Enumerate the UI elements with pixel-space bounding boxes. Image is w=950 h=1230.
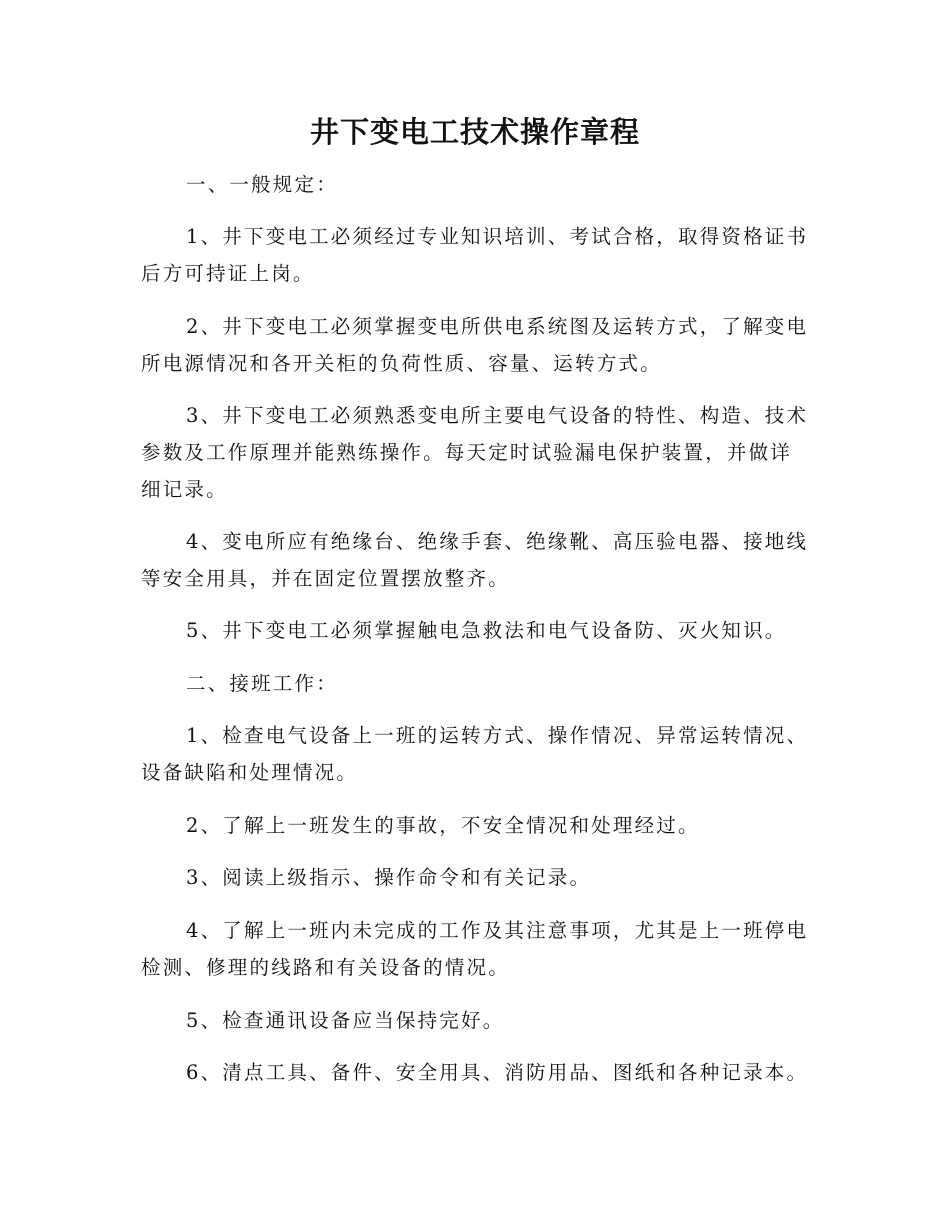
paragraph-handover-5: 5、检查通讯设备应当保持完好。: [186, 1009, 505, 1032]
paragraph-general-2: 2、井下变电工必须掌握变电所供电系统图及运转方式，了解变电所电源情况和各开关柜的负荷性质、容量、运转方式。: [141, 315, 809, 375]
paragraph-handover-1: 1、检查电气设备上一班的运转方式、操作情况、异常运转情况、设备缺陷和处理情况。: [141, 724, 809, 784]
paragraph-general-5: 5、井下变电工必须掌握触电急救法和电气设备防、灭火知识。: [186, 619, 787, 642]
paragraph-handover-6: 6、清点工具、备件、安全用具、消防用品、图纸和各种记录本。: [186, 1061, 809, 1084]
paragraph-handover-4: 4、了解上一班内未完成的工作及其注意事项，尤其是上一班停电检测、修理的线路和有关设备的情况。: [141, 919, 809, 979]
paragraph-general-4: 4、变电所应有绝缘台、绝缘手套、绝缘靴、高压验电器、接地线等安全用具，并在固定位置摆放整齐。: [141, 530, 809, 590]
document-title: 井下变电工技术操作章程: [309, 115, 640, 149]
paragraph-general-3: 3、井下变电工必须熟悉变电所主要电气设备的特性、构造、技术参数及工作原理并能熟练操作。每天定时试验漏电保护装置，并做详细记录。: [141, 404, 809, 501]
section-heading-handover: 二、接班工作：: [186, 672, 338, 695]
paragraph-general-1: 1、井下变电工必须经过专业知识培训、考试合格，取得资格证书后方可持证上岗。: [141, 225, 809, 285]
section-heading-general: 一、一般规定：: [186, 173, 338, 196]
paragraph-handover-3: 3、阅读上级指示、操作命令和有关记录。: [186, 866, 592, 889]
paragraph-handover-2: 2、了解上一班发生的事故，不安全情况和处理经过。: [186, 814, 700, 837]
